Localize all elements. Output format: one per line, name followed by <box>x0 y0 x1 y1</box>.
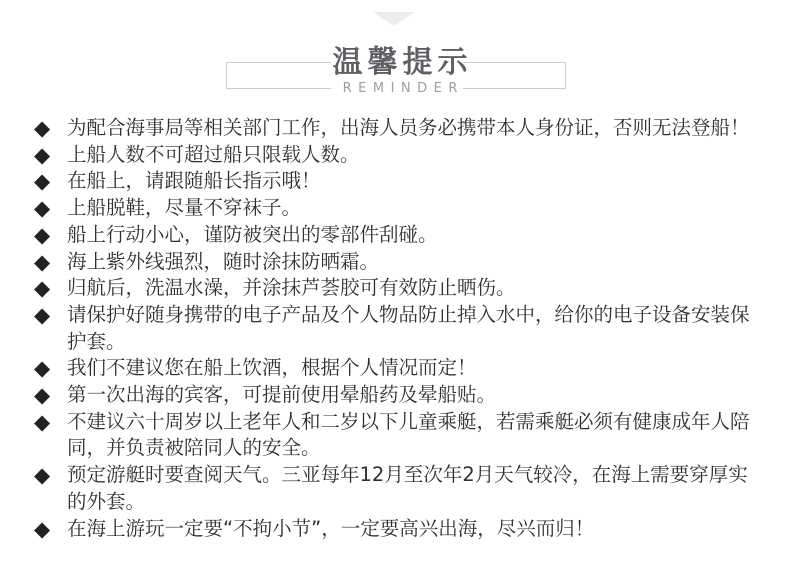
list-item <box>34 516 757 543</box>
header <box>0 0 800 110</box>
list-item <box>34 382 757 409</box>
diamond-bullet-icon: ◆ <box>34 383 51 408</box>
reminder-list <box>34 115 757 542</box>
diamond-bullet-icon: ◆ <box>34 409 51 434</box>
diamond-bullet-icon: ◆ <box>34 302 51 327</box>
reminder-text: 预定游艇时要查阅天气。三亚每年12月至次年2月天气较冷，在海上需要穿厚实的外套。 <box>67 463 748 513</box>
reminder-text: 船上行动小心，谨防被突出的零部件刮碰。 <box>67 222 438 246</box>
reminder-text: 为配合海事局等相关部门工作，出海人员务必携带本人身份证，否则无法登船！ <box>67 116 750 139</box>
list-item <box>34 168 757 195</box>
page-title: 温馨提示 <box>332 45 473 80</box>
list-item <box>34 275 757 302</box>
reminder-text: 上船人数不可超过船只限载人数。 <box>67 142 360 166</box>
reminder-text: 归航后，洗温水澡，并涂抹芦荟胶可有效防止晒伤。 <box>67 276 516 300</box>
reminder-text: 在船上，请跟随船长指示哦！ <box>67 169 321 193</box>
diamond-bullet-icon: ◆ <box>34 276 51 301</box>
list-item <box>34 115 757 142</box>
reminder-text: 海上紫外线强烈，随时涂抹防晒霜。 <box>67 249 380 273</box>
diamond-bullet-icon: ◆ <box>34 196 51 221</box>
diamond-bullet-icon: ◆ <box>34 116 51 140</box>
list-item <box>34 222 757 249</box>
reminder-text: 上船脱鞋，尽量不穿袜子。 <box>67 196 302 220</box>
list-item <box>34 355 757 382</box>
diamond-bullet-icon: ◆ <box>34 463 51 488</box>
reminder-text: 在海上游玩一定要“不拘小节”，一定要高兴出海，尽兴而归！ <box>67 516 595 540</box>
reminder-text: 第一次出海的宾客，可提前使用晕船药及晕船贴。 <box>67 383 497 407</box>
reminder-text: 我们不建议您在船上饮酒，根据个人情况而定！ <box>67 356 477 380</box>
list-item <box>34 462 757 515</box>
list-item <box>34 249 757 276</box>
page-subtitle: REMINDER <box>342 81 464 96</box>
diamond-bullet-icon: ◆ <box>34 356 51 381</box>
diamond-bullet-icon: ◆ <box>34 222 51 247</box>
list-item <box>34 142 757 169</box>
diamond-bullet-icon: ◆ <box>34 169 51 194</box>
list-item <box>34 195 757 222</box>
list-item <box>34 302 757 355</box>
diamond-bullet-icon: ◆ <box>34 516 51 541</box>
diamond-bullet-icon: ◆ <box>34 249 51 274</box>
diamond-bullet-icon: ◆ <box>34 142 51 167</box>
reminder-text: 请保护好随身携带的电子产品及个人物品防止掉入水中，给你的电子设备安装保护套。 <box>67 302 750 353</box>
reminder-text: 不建议六十周岁以上老年人和二岁以下儿童乘艇，若需乘艇必须有健康成年人陪同，并负责被陪同人的安全。 <box>67 409 750 460</box>
list-item <box>34 409 757 462</box>
